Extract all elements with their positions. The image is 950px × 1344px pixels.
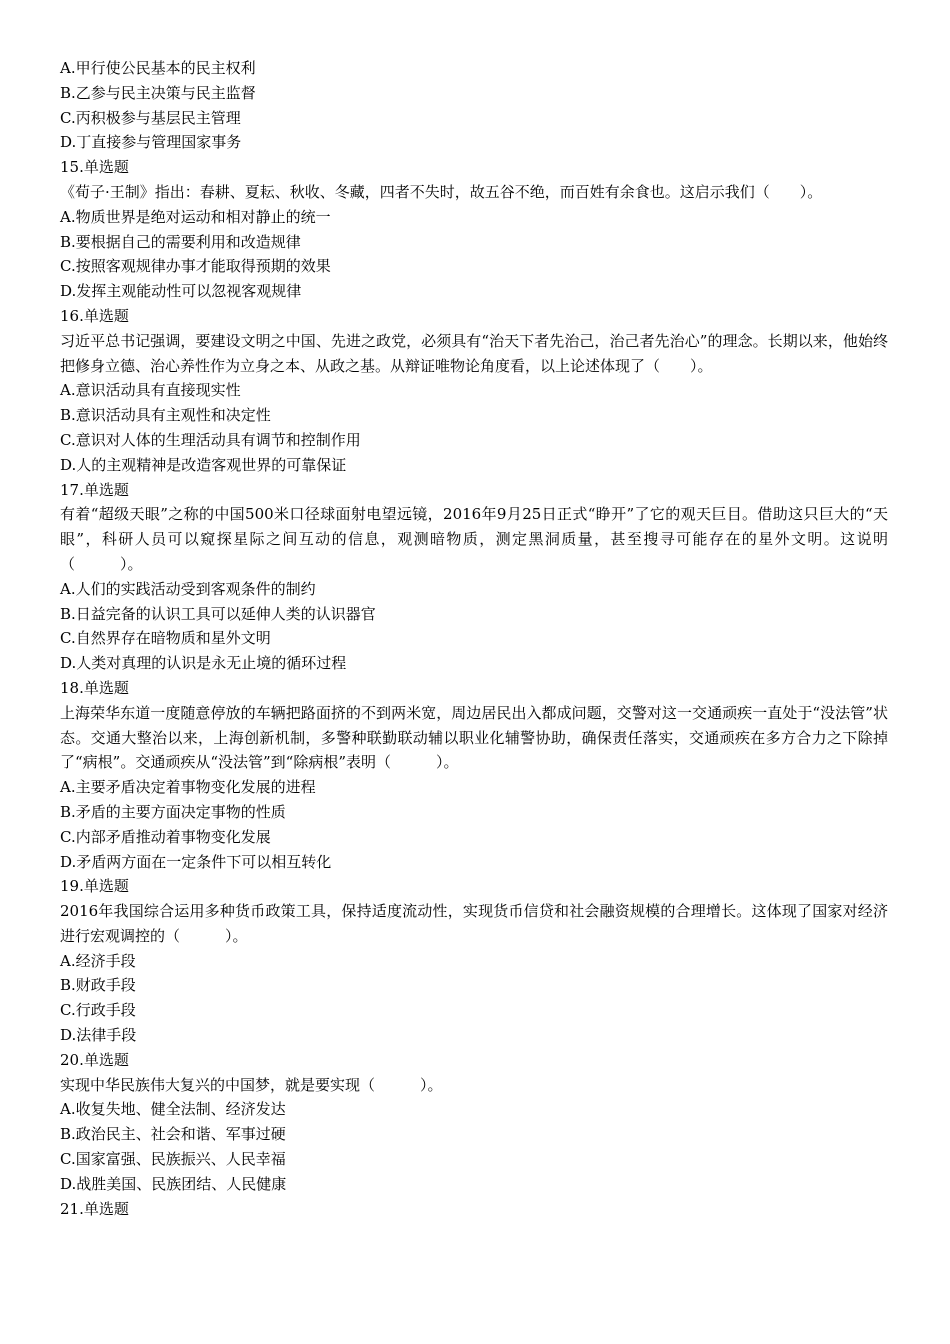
option-d: D.法律手段 (60, 1026, 137, 1045)
option-c: C.按照客观规律办事才能取得预期的效果 (60, 257, 331, 276)
option-a: A.经济手段 (60, 951, 136, 970)
question-header: 16.单选题 (60, 306, 129, 325)
option-c: C.自然界存在暗物质和星外文明 (60, 629, 271, 648)
option-b: B.政治民主、社会和谐、军事过硬 (60, 1125, 286, 1144)
question-21 (60, 1197, 888, 1222)
option-a: A.甲行使公民基本的民主权利 (60, 59, 256, 77)
question-17 (60, 478, 888, 676)
question-header: 15.单选题 (60, 158, 129, 177)
option-d: D.战胜美国、民族团结、人民健康 (60, 1174, 287, 1193)
option-d: D.丁直接参与管理国家事务 (60, 133, 242, 152)
question-header: 18.单选题 (60, 678, 129, 697)
option-b: B.意识活动具有主观性和决定性 (60, 406, 271, 425)
option-b: B.日益完备的认识工具可以延伸人类的认识器官 (60, 604, 376, 623)
option-d: D.人类对真理的认识是永无止境的循环过程 (60, 654, 347, 673)
question-stem: 2016年我国综合运用多种货币政策工具，保持适度流动性，实现货币信贷和社会融资规模的合理增长。这体现了国家对经济进行宏观调控的（ ）。 (60, 902, 888, 945)
question-header: 17.单选题 (60, 480, 129, 499)
question-18 (60, 676, 888, 874)
option-c: C.意识对人体的生理活动具有调节和控制作用 (60, 430, 361, 449)
question-header: 21.单选题 (60, 1199, 129, 1218)
question-stem: 有着“超级天眼”之称的中国500米口径球面射电望远镜，2016年9月25日正式“睁开”了它的观天巨目。借助这只巨大的“天眼”，科研人员可以窥探星际之间互动的信息，观测暗物质，测定黑洞质量，甚至搜寻可能存在的星外文明。这说明（ ）。 (60, 505, 888, 573)
option-a: A.物质世界是绝对运动和相对静止的统一 (60, 207, 331, 226)
question-stem: 实现中华民族伟大复兴的中国梦，就是要实现（ ）。 (60, 1075, 443, 1094)
option-c: C.行政手段 (60, 1001, 136, 1020)
option-b: B.财政手段 (60, 976, 136, 995)
option-a: A.人们的实践活动受到客观条件的制约 (60, 579, 316, 598)
option-d: D.人的主观精神是改造客观世界的可靠保证 (60, 455, 347, 474)
option-d: D.发挥主观能动性可以忽视客观规律 (60, 282, 302, 301)
question-stem: 习近平总书记强调，要建设文明之中国、先进之政党，必须具有“治天下者先治己，治己者先治心”的理念。长期以来，他始终把修身立德、治心养性作为立身之本、从政之基。从辩证唯物论角度看，以上论述体现了（ ）。 (60, 331, 888, 375)
question-16 (60, 304, 888, 478)
option-a: A.意识活动具有直接现实性 (60, 381, 241, 400)
option-b: B.要根据自己的需要利用和改造规律 (60, 232, 301, 251)
question-19 (60, 874, 888, 1048)
previous-question-options (60, 56, 888, 155)
option-b: B.乙参与民主决策与民主监督 (60, 83, 256, 102)
option-b: B.矛盾的主要方面决定事物的性质 (60, 802, 286, 821)
option-c: C.丙积极参与基层民主管理 (60, 108, 241, 127)
option-c: C.国家富强、民族振兴、人民幸福 (60, 1150, 286, 1169)
question-header: 19.单选题 (60, 877, 129, 896)
document-body (60, 56, 888, 1221)
question-15 (60, 155, 888, 304)
question-header: 20.单选题 (60, 1050, 129, 1069)
option-a: A.收复失地、健全法制、经济发达 (60, 1100, 286, 1119)
question-20 (60, 1048, 888, 1197)
question-stem: 《荀子·王制》指出：春耕、夏耘、秋收、冬藏，四者不失时，故五谷不绝，而百姓有余食也。这启示我们（ ）。 (60, 182, 823, 201)
question-stem: 上海荣华东道一度随意停放的车辆把路面挤的不到两米宽，周边居民出入都成问题，交警对这一交通顽疾一直处于“没法管”状态。交通大整治以来，上海创新机制，多警种联勤联动辅以职业化辅警协助，确保责任落实，交通顽疾在多方合力之下除掉了“病根”。交通顽疾从“没法管”到“除病根”表明（ ）。 (60, 703, 888, 772)
option-a: A.主要矛盾决定着事物变化发展的进程 (60, 778, 316, 797)
option-c: C.内部矛盾推动着事物变化发展 (60, 827, 271, 846)
option-d: D.矛盾两方面在一定条件下可以相互转化 (60, 852, 332, 871)
